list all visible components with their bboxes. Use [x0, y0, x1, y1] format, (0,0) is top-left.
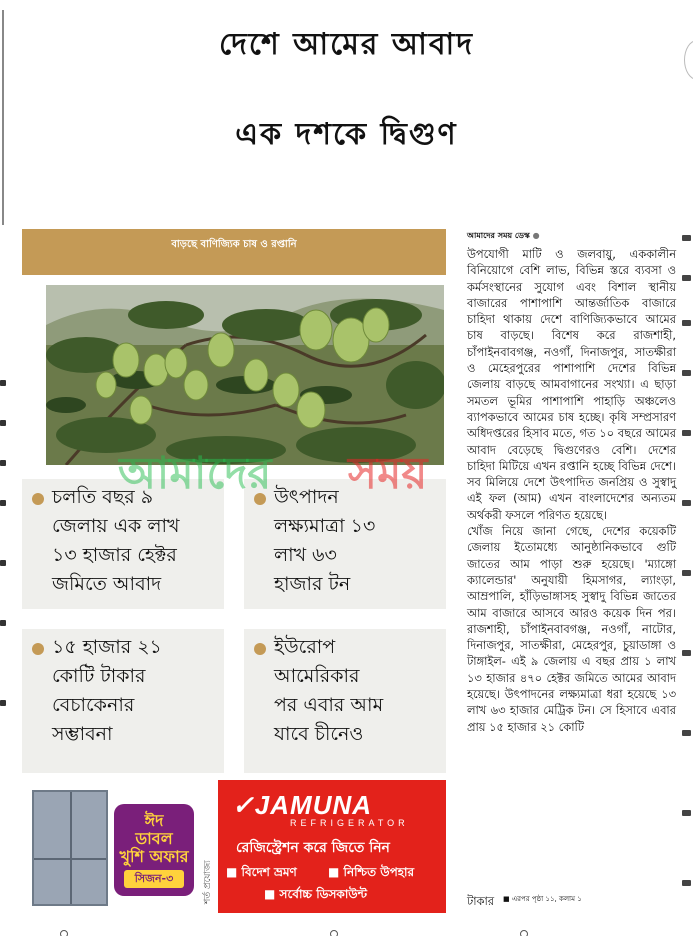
fridge-drawer-line — [34, 858, 106, 860]
article-end-word: টাকার — [467, 894, 495, 908]
fact-text: ১৫ হাজার ২১ কোটি টাকার বেচাকেনার সম্ভাবনা — [52, 636, 162, 745]
logo-mark-icon: ✓ — [232, 790, 255, 820]
fact-text: ইউরোপ আমেরিকার পর এবার আম যাবে চীনেও — [274, 636, 384, 745]
decorative-circle — [684, 40, 693, 80]
text-fragment — [682, 730, 691, 736]
text-fragment — [0, 460, 6, 466]
text-fragment — [682, 570, 691, 576]
brand-subtitle: REFRIGERATOR — [290, 818, 409, 828]
jamuna-logo — [232, 790, 442, 821]
headline-line-1: দেশে আমের আবাদ — [219, 27, 474, 62]
article-credit — [467, 230, 676, 243]
text-fragment — [0, 620, 6, 626]
left-column-edge — [0, 0, 6, 936]
text-fragment — [60, 930, 68, 936]
terms-note: শর্ত প্রযোজ্য — [203, 860, 213, 904]
text-fragment — [682, 370, 691, 376]
text-fragment — [0, 700, 6, 706]
credit-text: আমাদের সময় ডেস্ক — [467, 231, 530, 240]
text-fragment — [682, 880, 691, 886]
text-fragment — [0, 500, 6, 506]
watermark-text-right: সময় — [348, 448, 428, 499]
feature-banner-title: বাড়ছে বাণিজ্যিক চাষ ও রপ্তানি — [171, 239, 297, 250]
text-fragment — [682, 810, 691, 816]
text-fragment — [0, 380, 6, 386]
article-paragraph: উপযোগী মাটি ও জলবায়ু, এককালীন বিনিয়োগে বেশি লাভ, বিভিন্ন স্তরে ব্যবসা ও কর্মসংস্থানের সুযোগ এবং বিশাল স্থানীয় বাজারের পাশাপাশি আন্তর্জাতিক বাজারে চাহিদা থাকায় দেশে বাণিজ্যিকভাবে আমের চাষ বাড়ছে। বিশেষ করে রাজশাহী, চাঁপাইনবাবগঞ্জ, নওগাঁ, দিনাজপুর, সাতক্ষীরা ও মেহেরপুরের পাশাপাশি দেশের বিভিন্ন জেলায় বাড়ছে আমবাগানের সংখ্যা। এ ছাড়া সমতল ভূমির পাশাপাশি পাহাড়ি অঞ্চলেও ব্যাপকভাবে আমের চাষ হচ্ছে। কৃষি সম্প্রসারণ অধিদপ্তরের হিসাব মতে, গত ১০ বছরে আমের আবাদ বেড়েছে দ্বিগুণেরও বেশি। দেশের চাহিদা মিটিয়ে এখন রপ্তানি হচ্ছে বিভিন্ন দেশে। সব মিলিয়ে দেশে উৎপাদিত জনপ্রিয় ও সুস্বাদু এই ফল (আম) এখন বাংলাদেশের অন্যতম অর্থকরী ফসলে পরিণত হয়েছে। খোঁজ নিয়ে জানা গেছে, দেশের কয়েকটি জেলায় ইতোমধ্যে আনুষ্ঠানিকভাবে গুটি জাতের আম পাড়া শুরু হয়েছে। 'ম্যাঙ্গো ক্যালেন্ডার' অনুযায়ী হিমসাগর, ল্যাংড়া, আম্রপালি, হাঁড়িভাঙ্গাসহ সুস্বাদু বিভিন্ন জাতের আম বাজারে আসবে আরও কয়েক দিন পর। রাজশাহী, চাঁপাইনবাবগঞ্জ, নওগাঁ, নাটোর, দিনাজপুর, সাতক্ষীরা, মেহেরপুর, চুয়াডাঙ্গা ও টাঙ্গাইল- এই ৯ জেলায় এ বছর প্রায় ১ লাখ ১৩ হাজার ৪৭০ হেক্টর জমিতে আমের আবাদ হয়েছে। উৎপাদনের লক্ষ্যমাত্রা ধরা হয়েছে ১৩ লাখ ৬৩ হাজার মেট্রিক টন। সে হিসাবে এবার প্রায় ১৫ হাজার ২১ কোটি — [467, 247, 676, 734]
text-fragment — [520, 930, 528, 936]
bullet-dot-icon — [32, 493, 44, 505]
text-fragment — [0, 420, 6, 426]
headline-line-2: এক দশকে দ্বিগুণ — [235, 117, 458, 152]
feature-box — [22, 229, 446, 773]
offer-item: ■ নিশ্চিত উপহার — [328, 864, 414, 884]
text-fragment — [682, 650, 691, 656]
jamuna-advertisement[interactable] — [22, 780, 446, 913]
fridge-door-line — [70, 792, 72, 904]
text-fragment — [682, 275, 691, 281]
eid-offer-badge — [110, 800, 198, 900]
feature-banner — [22, 229, 446, 275]
ad-call-to-action: রেজিস্ট্রেশন করে জিতে নিন — [236, 840, 390, 856]
fact-card — [22, 629, 224, 773]
text-fragment — [330, 930, 338, 936]
fact-text: চলতি বছর ৯ জেলায় এক লাখ ১৩ হাজার হেক্টর জমিতে আবাদ — [52, 486, 180, 595]
watermark-text-left: আমাদের — [118, 448, 272, 499]
credit-dot-icon: ● — [532, 231, 540, 240]
bullet-dot-icon — [32, 643, 44, 655]
continued-on-page-link[interactable]: ■ এরপর পৃষ্ঠা ১১, কলাম ১ — [503, 895, 582, 903]
offer-item: ■ সর্বোচ্চ ডিসকাউন্ট — [264, 886, 367, 906]
fact-card — [244, 629, 446, 773]
right-column-edge — [678, 0, 693, 936]
headline — [0, 0, 693, 222]
article-body — [467, 230, 676, 920]
watermark — [118, 440, 478, 500]
text-fragment — [0, 560, 6, 566]
brand-name: JAMUNA — [254, 790, 373, 820]
eid-offer-title: ঈদ ডাবল খুশি অফার — [119, 811, 189, 866]
text-fragment — [682, 235, 691, 241]
text-fragment — [682, 430, 691, 436]
bottom-page-edge — [0, 926, 693, 936]
offer-item: ■ বিদেশ ভ্রমণ — [226, 864, 297, 884]
fact-text: উৎপাদন লক্ষ্যমাত্রা ১৩ লাখ ৬৩ হাজার টন — [274, 486, 376, 595]
column-rule — [2, 10, 4, 225]
text-fragment — [682, 320, 691, 326]
text-fragment — [682, 500, 691, 506]
season-label: সিজন-৩ — [124, 870, 184, 888]
mango-tree-photo — [46, 285, 444, 465]
refrigerator-image — [32, 790, 108, 906]
bullet-dot-icon — [254, 643, 266, 655]
